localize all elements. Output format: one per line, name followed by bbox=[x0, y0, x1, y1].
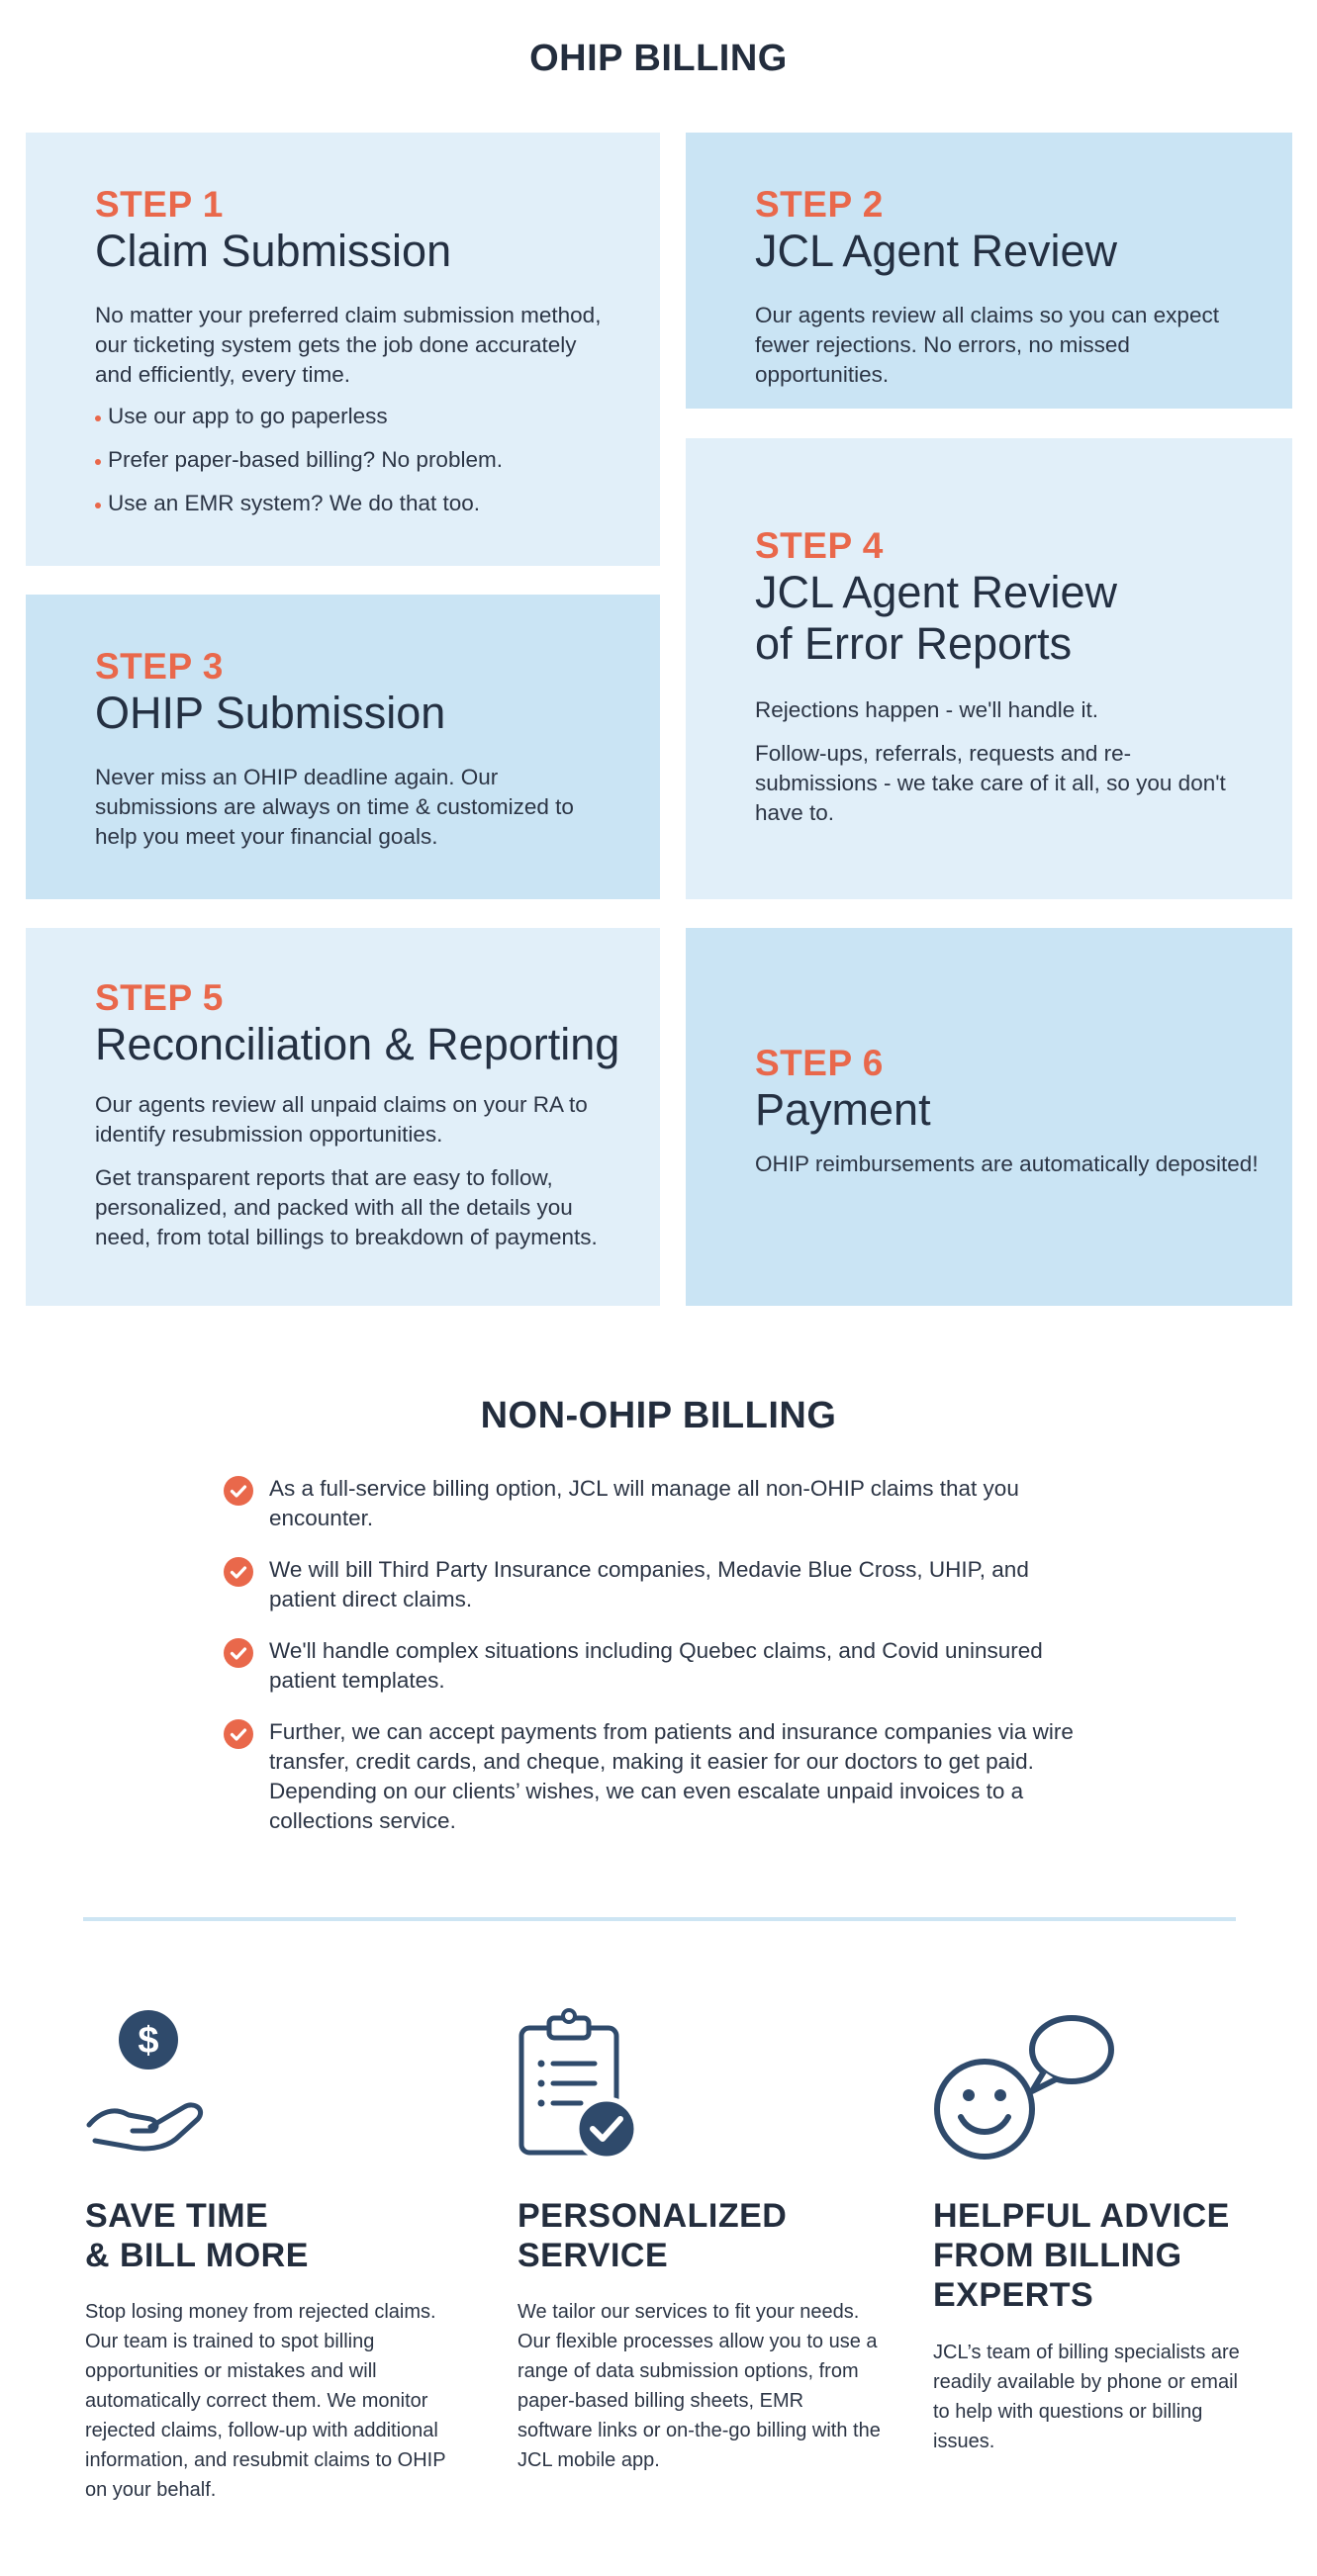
step-4-text-2: Follow-ups, referrals, requests and re-submissions - we take care of it all, so you don't have to. bbox=[755, 741, 1226, 825]
feature-personalized-service bbox=[517, 2008, 894, 2523]
feature-title-line: EXPERTS bbox=[933, 2276, 1094, 2314]
step-5-title: Reconciliation & Reporting bbox=[95, 1019, 620, 1069]
hand-dollar-icon bbox=[85, 2008, 216, 2162]
step-2-text: Our agents review all claims so you can expect fewer rejections. No errors, no missed opportunities. bbox=[755, 303, 1219, 387]
non-ohip-billing-title: NON-OHIP BILLING bbox=[480, 1395, 837, 1436]
feature-title-line: HELPFUL ADVICE bbox=[933, 2197, 1230, 2235]
step-1-text: No matter your preferred claim submission method, our ticketing system gets the job done accurately and efficiently, every time. bbox=[95, 303, 602, 387]
checklist-item bbox=[224, 1555, 1075, 1614]
smiley-speech-bubble-icon bbox=[933, 2008, 1121, 2171]
step-6-card bbox=[686, 928, 1292, 1306]
step-5-text-1: Our agents review all unpaid claims on your RA to identify resubmission opportunities. bbox=[95, 1092, 588, 1147]
ohip-billing-title: OHIP BILLING bbox=[529, 38, 788, 79]
step-6-title: Payment bbox=[755, 1084, 931, 1135]
checklist-item bbox=[224, 1474, 1075, 1533]
feature-title bbox=[933, 2196, 1230, 2315]
step-1-label: STEP 1 bbox=[95, 184, 224, 225]
checkmark-icon bbox=[224, 1719, 253, 1749]
step-1-card bbox=[26, 133, 660, 566]
checklist-item-text: Further, we can accept payments from patients and insurance companies via wire transfer, credit cards, and cheque, making it easier for our doctors to get paid. Depending on our clients’ wishes, we can even escalate unpaid invoices to a collections service. bbox=[269, 1719, 1074, 1833]
step-5-label: STEP 5 bbox=[95, 977, 224, 1018]
step-1-bullets bbox=[95, 402, 611, 518]
feature-title bbox=[517, 2196, 787, 2275]
checkmark-icon bbox=[224, 1557, 253, 1587]
checkmark-icon bbox=[224, 1638, 253, 1668]
step-6-text: OHIP reimbursements are automatically deposited! bbox=[755, 1151, 1259, 1176]
section-divider bbox=[83, 1917, 1236, 1921]
feature-text: We tailor our services to fit your needs. Our flexible processes allow you to use a range of data submission options, from paper-based billing sheets, EMR software links or on-the-go billing with the JCL mobile app. bbox=[517, 2301, 881, 2471]
checklist-item bbox=[224, 1717, 1075, 1836]
step-4-label: STEP 4 bbox=[755, 525, 884, 566]
feature-title-line: SAVE TIME bbox=[85, 2197, 269, 2235]
step-4-title-line-1: JCL Agent Review bbox=[755, 567, 1118, 617]
checklist-item-text: We will bill Third Party Insurance companies, Medavie Blue Cross, UHIP, and patient direct claims. bbox=[269, 1557, 1029, 1611]
step-3-label: STEP 3 bbox=[95, 646, 224, 687]
checklist-item-text: We'll handle complex situations including Quebec claims, and Covid uninsured patient templates. bbox=[269, 1638, 1043, 1693]
non-ohip-checklist bbox=[224, 1474, 1075, 1858]
feature-title-line: & BILL MORE bbox=[85, 2237, 309, 2274]
feature-title-line: FROM BILLING bbox=[933, 2237, 1182, 2274]
step-2-label: STEP 2 bbox=[755, 184, 884, 225]
feature-title bbox=[85, 2196, 309, 2275]
step-1-bullet: Prefer paper-based billing? No problem. bbox=[95, 445, 611, 475]
step-4-card bbox=[686, 438, 1292, 899]
step-1-bullet: Use our app to go paperless bbox=[95, 402, 611, 431]
step-6-label: STEP 6 bbox=[755, 1043, 884, 1083]
step-2-title: JCL Agent Review bbox=[755, 226, 1118, 276]
step-1-title: Claim Submission bbox=[95, 226, 452, 276]
feature-helpful-advice bbox=[933, 2008, 1309, 2523]
step-3-title: OHIP Submission bbox=[95, 688, 446, 738]
step-3-text: Never miss an OHIP deadline again. Our submissions are always on time & customized to help you meet your financial goals. bbox=[95, 765, 574, 849]
step-1-bullet: Use an EMR system? We do that too. bbox=[95, 489, 611, 518]
step-3-card bbox=[26, 595, 660, 899]
step-4-title-line-2: of Error Reports bbox=[755, 618, 1073, 669]
checkmark-icon bbox=[224, 1476, 253, 1506]
svg-text:$: $ bbox=[138, 2020, 159, 2062]
step-2-card bbox=[686, 133, 1292, 409]
feature-text: JCL’s team of billing specialists are readily available by phone or email to help with questions or billing issues. bbox=[933, 2342, 1240, 2452]
step-4-text-1: Rejections happen - we'll handle it. bbox=[755, 697, 1099, 722]
step-5-text-2: Get transparent reports that are easy to follow, personalized, and packed with all the details you need, from total billings to breakdown of payments. bbox=[95, 1165, 598, 1249]
checklist-item bbox=[224, 1636, 1075, 1696]
feature-save-time bbox=[85, 2008, 461, 2523]
step-5-card bbox=[26, 928, 660, 1306]
feature-title-line: SERVICE bbox=[517, 2237, 669, 2274]
clipboard-check-icon bbox=[517, 2008, 646, 2171]
feature-text: Stop losing money from rejected claims. Our team is trained to spot billing opportunities or mistakes and will automatically correct them. We monitor rejected claims, follow-up with additional information, and resubmit claims to OHIP on your behalf. bbox=[85, 2301, 446, 2501]
feature-title-line: PERSONALIZED bbox=[517, 2197, 788, 2235]
checklist-item-text: As a full-service billing option, JCL will manage all non-OHIP claims that you encounter. bbox=[269, 1476, 1019, 1530]
